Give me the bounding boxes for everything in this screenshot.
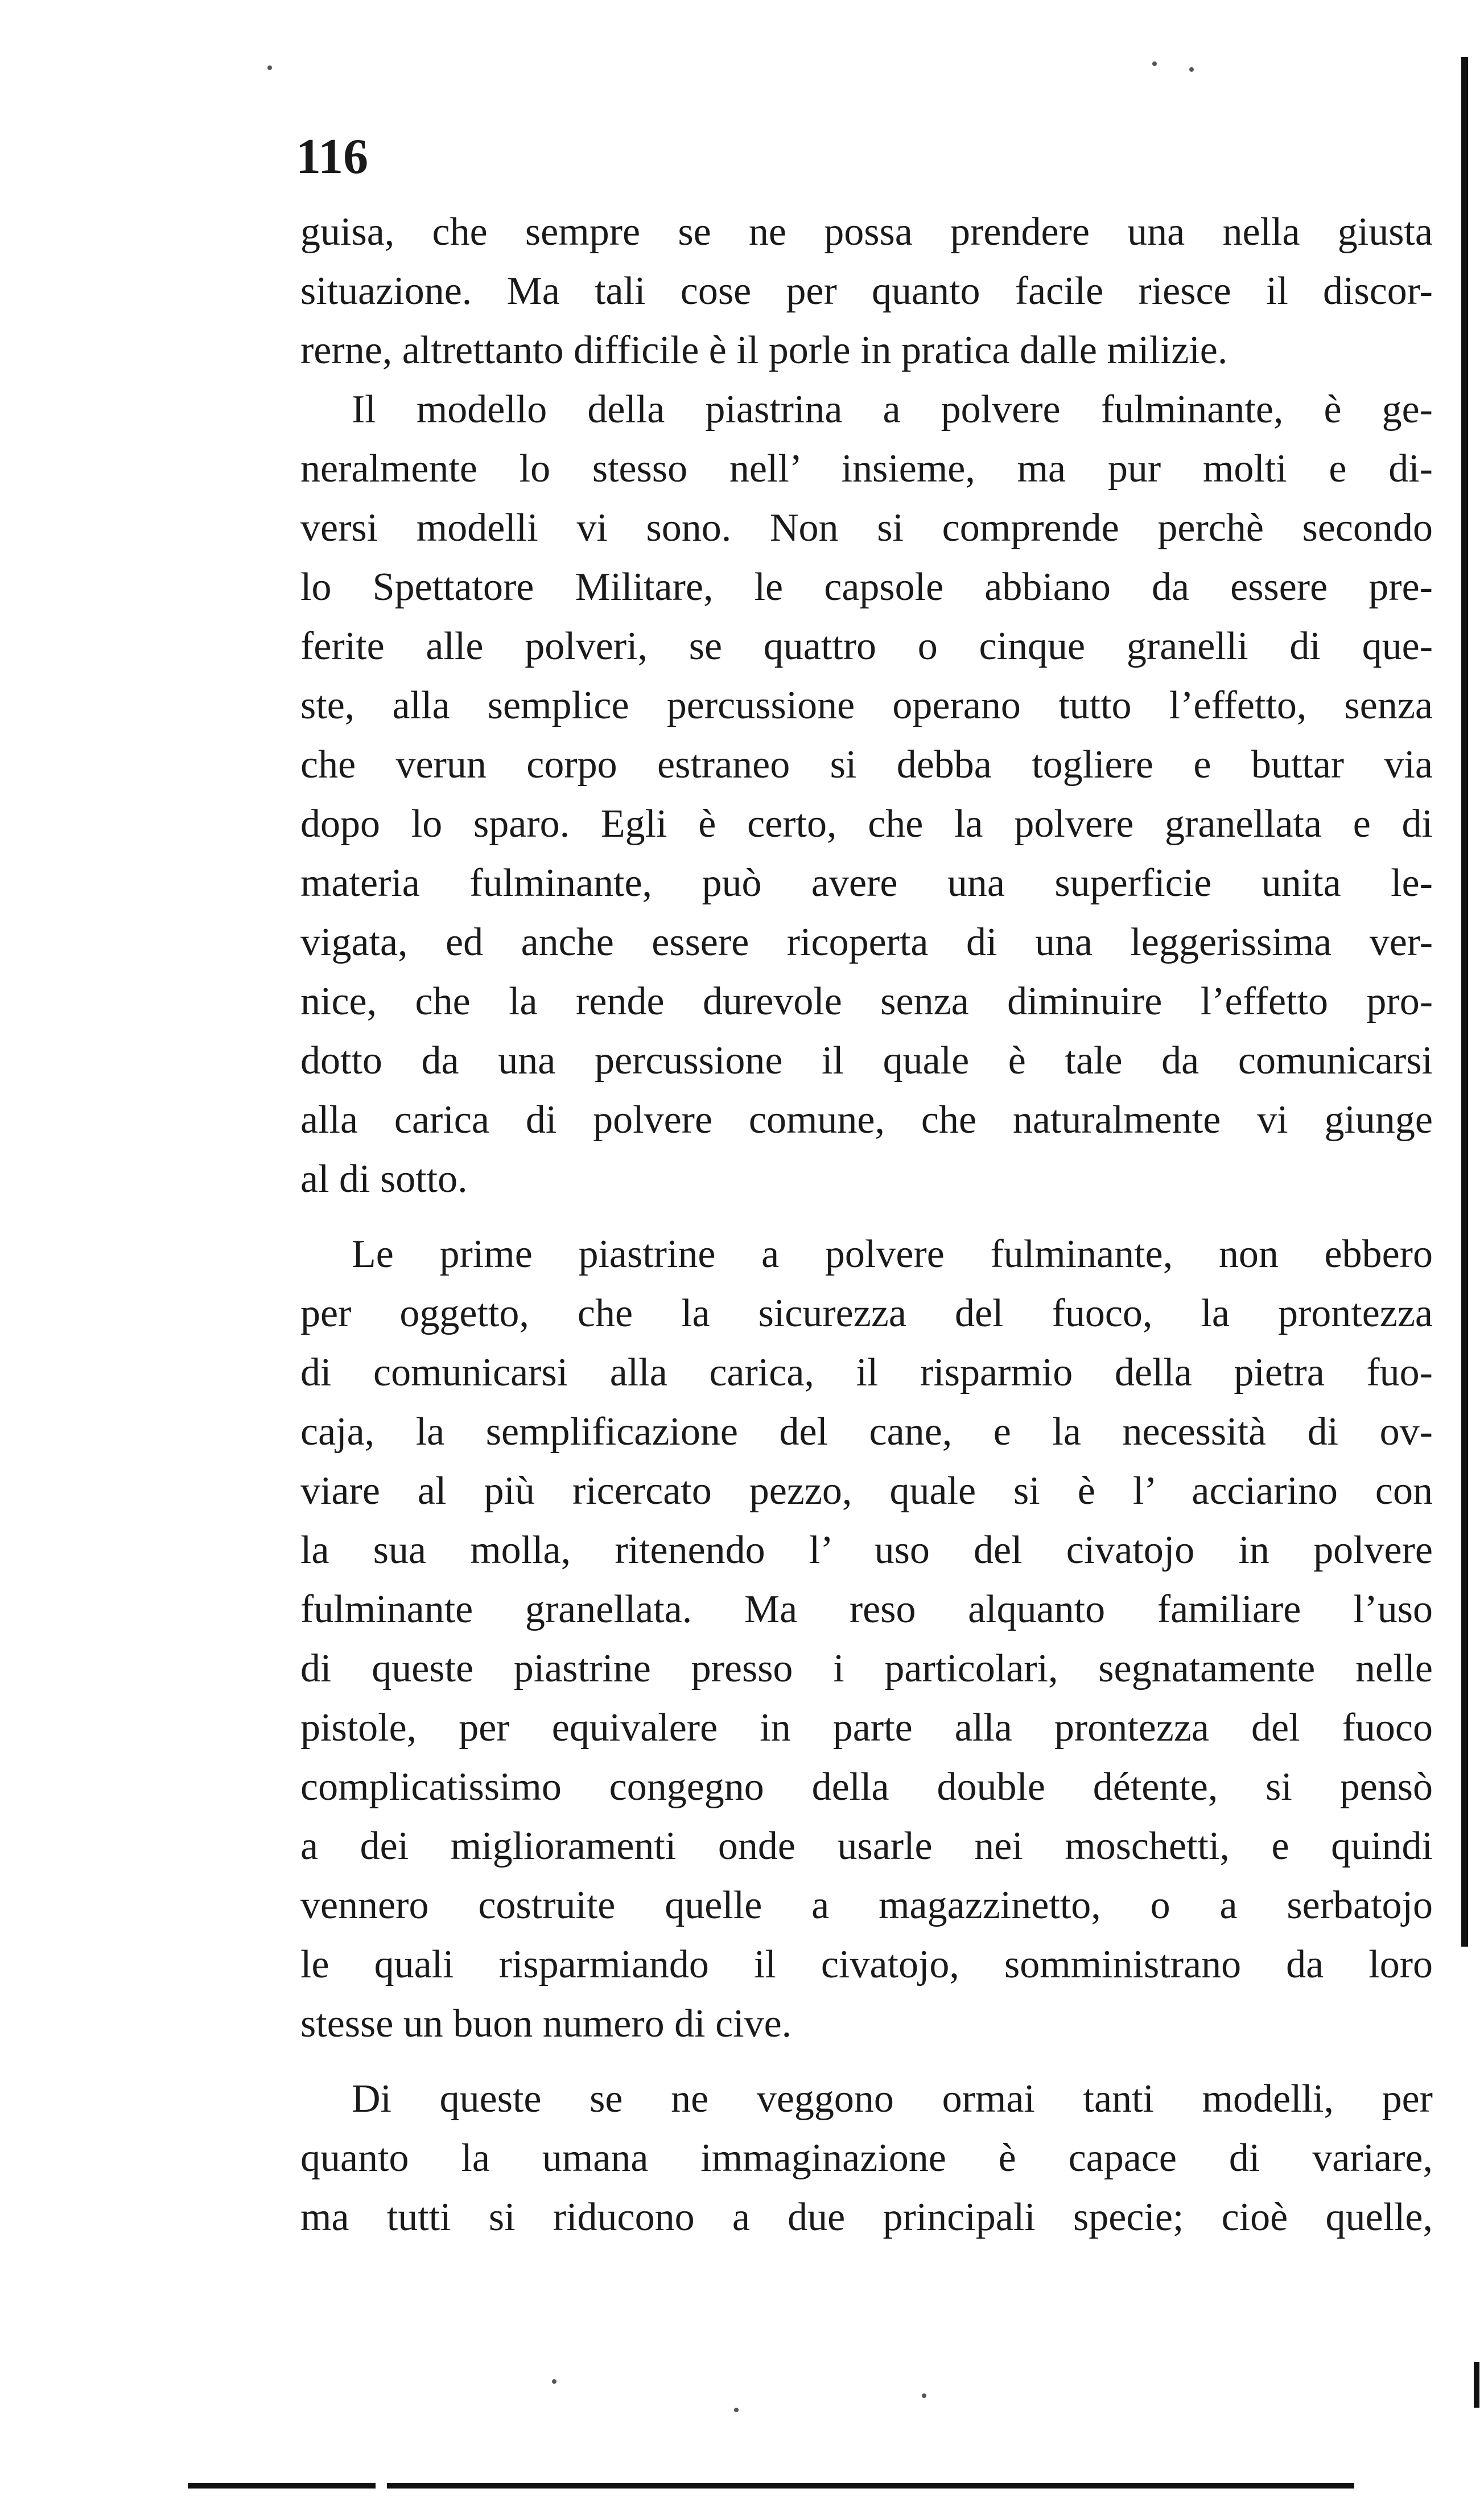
scan-speck bbox=[267, 65, 272, 70]
page-edge-shadow bbox=[1461, 57, 1468, 1947]
paragraph bbox=[300, 1225, 1433, 2054]
text-line: complicatissimo congegno della double détente, si pensò bbox=[300, 1765, 1433, 1809]
text-line: quanto la umana immaginazione è capace di variare, bbox=[300, 2136, 1433, 2180]
scan-speck bbox=[1152, 61, 1157, 66]
text-line: Il modello della piastrina a polvere fulminante, è ge- bbox=[352, 388, 1433, 431]
text-line: nice, che la rende durevole senza diminuire l’effetto pro- bbox=[300, 980, 1433, 1023]
text-line: neralmente lo stesso nell’ insieme, ma pur molti e di- bbox=[300, 447, 1433, 491]
text-line: di queste piastrine presso i particolari, segnatamente nelle bbox=[300, 1647, 1433, 1691]
paragraph bbox=[300, 2070, 1433, 2247]
scan-speck bbox=[552, 2379, 556, 2384]
text-line: stesse un buon numero di cive. bbox=[300, 2002, 792, 2046]
bottom-rule bbox=[188, 2483, 376, 2489]
scan-speck bbox=[734, 2408, 739, 2412]
paragraph bbox=[300, 380, 1433, 1209]
text-line: ste, alla semplice percussione operano tutto l’effetto, senza bbox=[300, 684, 1433, 727]
text-line: fulminante granellata. Ma reso alquanto familiare l’uso bbox=[300, 1587, 1433, 1631]
page-edge-mark bbox=[1474, 2362, 1479, 2408]
text-line: caja, la semplificazione del cane, e la necessità di ov- bbox=[300, 1410, 1433, 1454]
text-line: rerne, altrettanto difficile è il porle in pratica dalle milizie. bbox=[300, 328, 1228, 372]
text-line: lo Spettatore Militare, le capsole abbiano da essere pre- bbox=[300, 565, 1433, 609]
text-line: a dei miglioramenti onde usarle nei moschetti, e quindi bbox=[300, 1824, 1433, 1868]
text-line: ferite alle polveri, se quattro o cinque granelli di que- bbox=[300, 624, 1433, 668]
page-number: 116 bbox=[296, 129, 369, 184]
scan-speck bbox=[1189, 67, 1194, 72]
text-line: pistole, per equivalere in parte alla prontezza del fuoco bbox=[300, 1706, 1433, 1750]
text-line: alla carica di polvere comune, che naturalmente vi giunge bbox=[300, 1098, 1433, 1142]
text-line: vennero costruite quelle a magazzinetto, o a serbatojo bbox=[300, 1883, 1433, 1927]
text-line: vigata, ed anche essere ricoperta di una leggerissima ver- bbox=[300, 920, 1433, 964]
text-line: viare al più ricercato pezzo, quale si è l’ acciarino con bbox=[300, 1469, 1433, 1513]
bottom-rule bbox=[387, 2483, 1354, 2489]
text-line: guisa, che sempre se ne possa prendere una nella giusta bbox=[300, 210, 1433, 254]
text-line: ma tutti si riducono a due principali specie; cioè quelle, bbox=[300, 2195, 1433, 2239]
text-line: che verun corpo estraneo si debba togliere e buttar via bbox=[300, 743, 1433, 787]
paragraph bbox=[300, 203, 1433, 380]
text-line: per oggetto, che la sicurezza del fuoco, la prontezza bbox=[300, 1291, 1433, 1335]
body-text bbox=[300, 203, 1433, 2247]
text-line: Di queste se ne veggono ormai tanti modelli, per bbox=[352, 2077, 1433, 2121]
text-line: al di sotto. bbox=[300, 1157, 468, 1201]
text-line: di comunicarsi alla carica, il risparmio della pietra fuo- bbox=[300, 1351, 1433, 1395]
text-line: situazione. Ma tali cose per quanto facile riesce il discor- bbox=[300, 269, 1433, 313]
text-line: materia fulminante, può avere una superficie unita le- bbox=[300, 861, 1433, 905]
text-line: dopo lo sparo. Egli è certo, che la polvere granellata e di bbox=[300, 802, 1433, 846]
text-line: versi modelli vi sono. Non si comprende perchè secondo bbox=[300, 506, 1433, 550]
text-line: Le prime piastrine a polvere fulminante, non ebbero bbox=[352, 1232, 1433, 1276]
text-line: le quali risparmiando il civatojo, somministrano da loro bbox=[300, 1943, 1433, 1986]
text-line: la sua molla, ritenendo l’ uso del civatojo in polvere bbox=[300, 1528, 1433, 1572]
scan-speck bbox=[922, 2393, 926, 2398]
text-line: dotto da una percussione il quale è tale da comunicarsi bbox=[300, 1039, 1433, 1083]
